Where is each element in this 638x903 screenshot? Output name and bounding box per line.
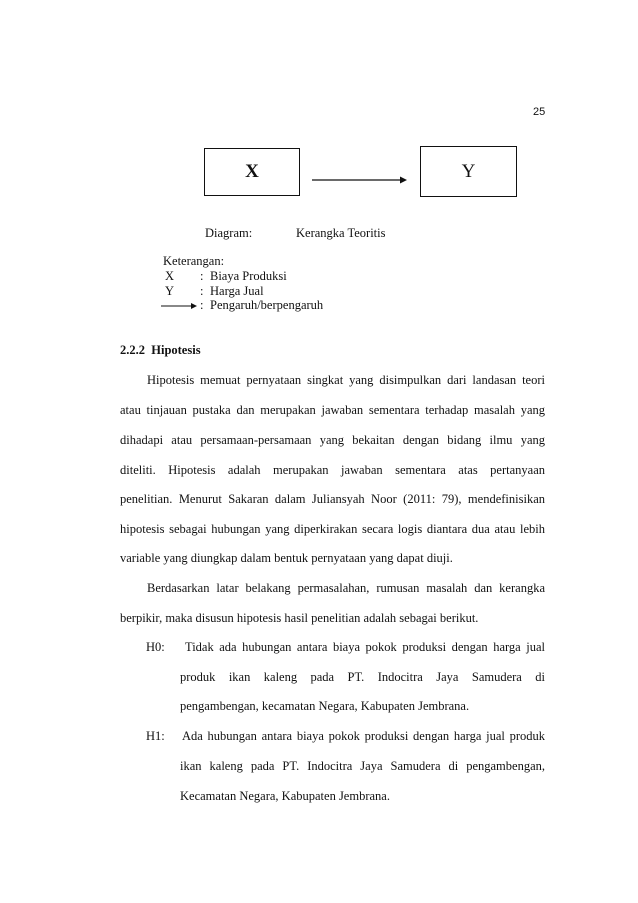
hypothesis-line: produk ikan kaleng pada PT. Indocitra Jaya Samudera di	[180, 670, 545, 684]
section-title: Hipotesis	[151, 343, 201, 357]
legend-key-x: X	[165, 269, 175, 283]
box-y-label: Y	[461, 160, 476, 182]
diagram-arrow-icon	[312, 174, 408, 186]
legend-title: Keterangan:	[163, 254, 225, 268]
legend-sep: :	[200, 298, 204, 312]
paragraph-line: variable yang diungkap dalam bentuk pernyataan yang dapat diuji.	[120, 551, 453, 565]
hypothesis-line: Ada hubungan antara biaya pokok produksi dengan harga jual produk	[182, 729, 545, 743]
paragraph-line: atau tinjauan pustaka dan merupakan jawaban sementara terhadap masalah yang	[120, 403, 545, 417]
diagram-caption-label: Diagram:	[205, 226, 253, 240]
box-x-label: X	[245, 161, 259, 182]
hypothesis-line: Kecamatan Negara, Kabupaten Jembrana.	[180, 789, 390, 803]
paragraph-line: dihadapi atau persamaan-persamaan yang bekaitan dengan bidang ilmu yang	[120, 433, 545, 447]
paragraph-line: Hipotesis memuat pernyataan singkat yang disimpulkan dari landasan teori	[147, 373, 545, 387]
hypothesis-line: Tidak ada hubungan antara biaya pokok produksi dengan harga jual	[185, 640, 545, 654]
legend-desc-arrow: Pengaruh/berpengaruh	[210, 298, 324, 312]
section-number: 2.2.2	[120, 343, 145, 357]
paragraph-line: berpikir, maka disusun hipotesis hasil penelitian adalah sebagai berikut.	[120, 611, 479, 625]
paragraph-line: penelitian. Menurut Sakaran dalam Juliansyah Noor (2011: 79), mendefinisikan	[120, 492, 545, 506]
legend-key-y: Y	[165, 284, 175, 298]
hypothesis-line: pengambengan, kecamatan Negara, Kabupaten Jembrana.	[180, 699, 470, 713]
legend-sep: :	[200, 284, 204, 298]
paragraph-line: Berdasarkan latar belakang permasalahan, rumusan masalah dan kerangka	[147, 581, 545, 595]
paragraph-line: hipotesis sebagai hubungan yang diperkirakan secara logis diantara dua atau lebih	[120, 522, 545, 536]
diagram-box-x	[204, 148, 300, 196]
legend-sep: :	[200, 269, 204, 283]
hypothesis-line: ikan kaleng pada PT. Indocitra Jaya Samudera di pengambengan,	[180, 759, 545, 773]
legend-arrow-icon	[161, 301, 197, 311]
page-number: 25	[533, 106, 546, 118]
diagram-caption-title: Kerangka Teoritis	[296, 226, 386, 240]
diagram-box-y	[420, 146, 517, 197]
hypothesis-label-h1: H1:	[146, 729, 165, 743]
legend-desc-x: Biaya Produksi	[210, 269, 287, 283]
legend-desc-y: Harga Jual	[210, 284, 264, 298]
section-heading	[120, 343, 201, 358]
paragraph-line: diteliti. Hipotesis adalah merupakan jawaban sementara atas pertanyaan	[120, 463, 545, 477]
hypothesis-label-h0: H0:	[146, 640, 165, 654]
